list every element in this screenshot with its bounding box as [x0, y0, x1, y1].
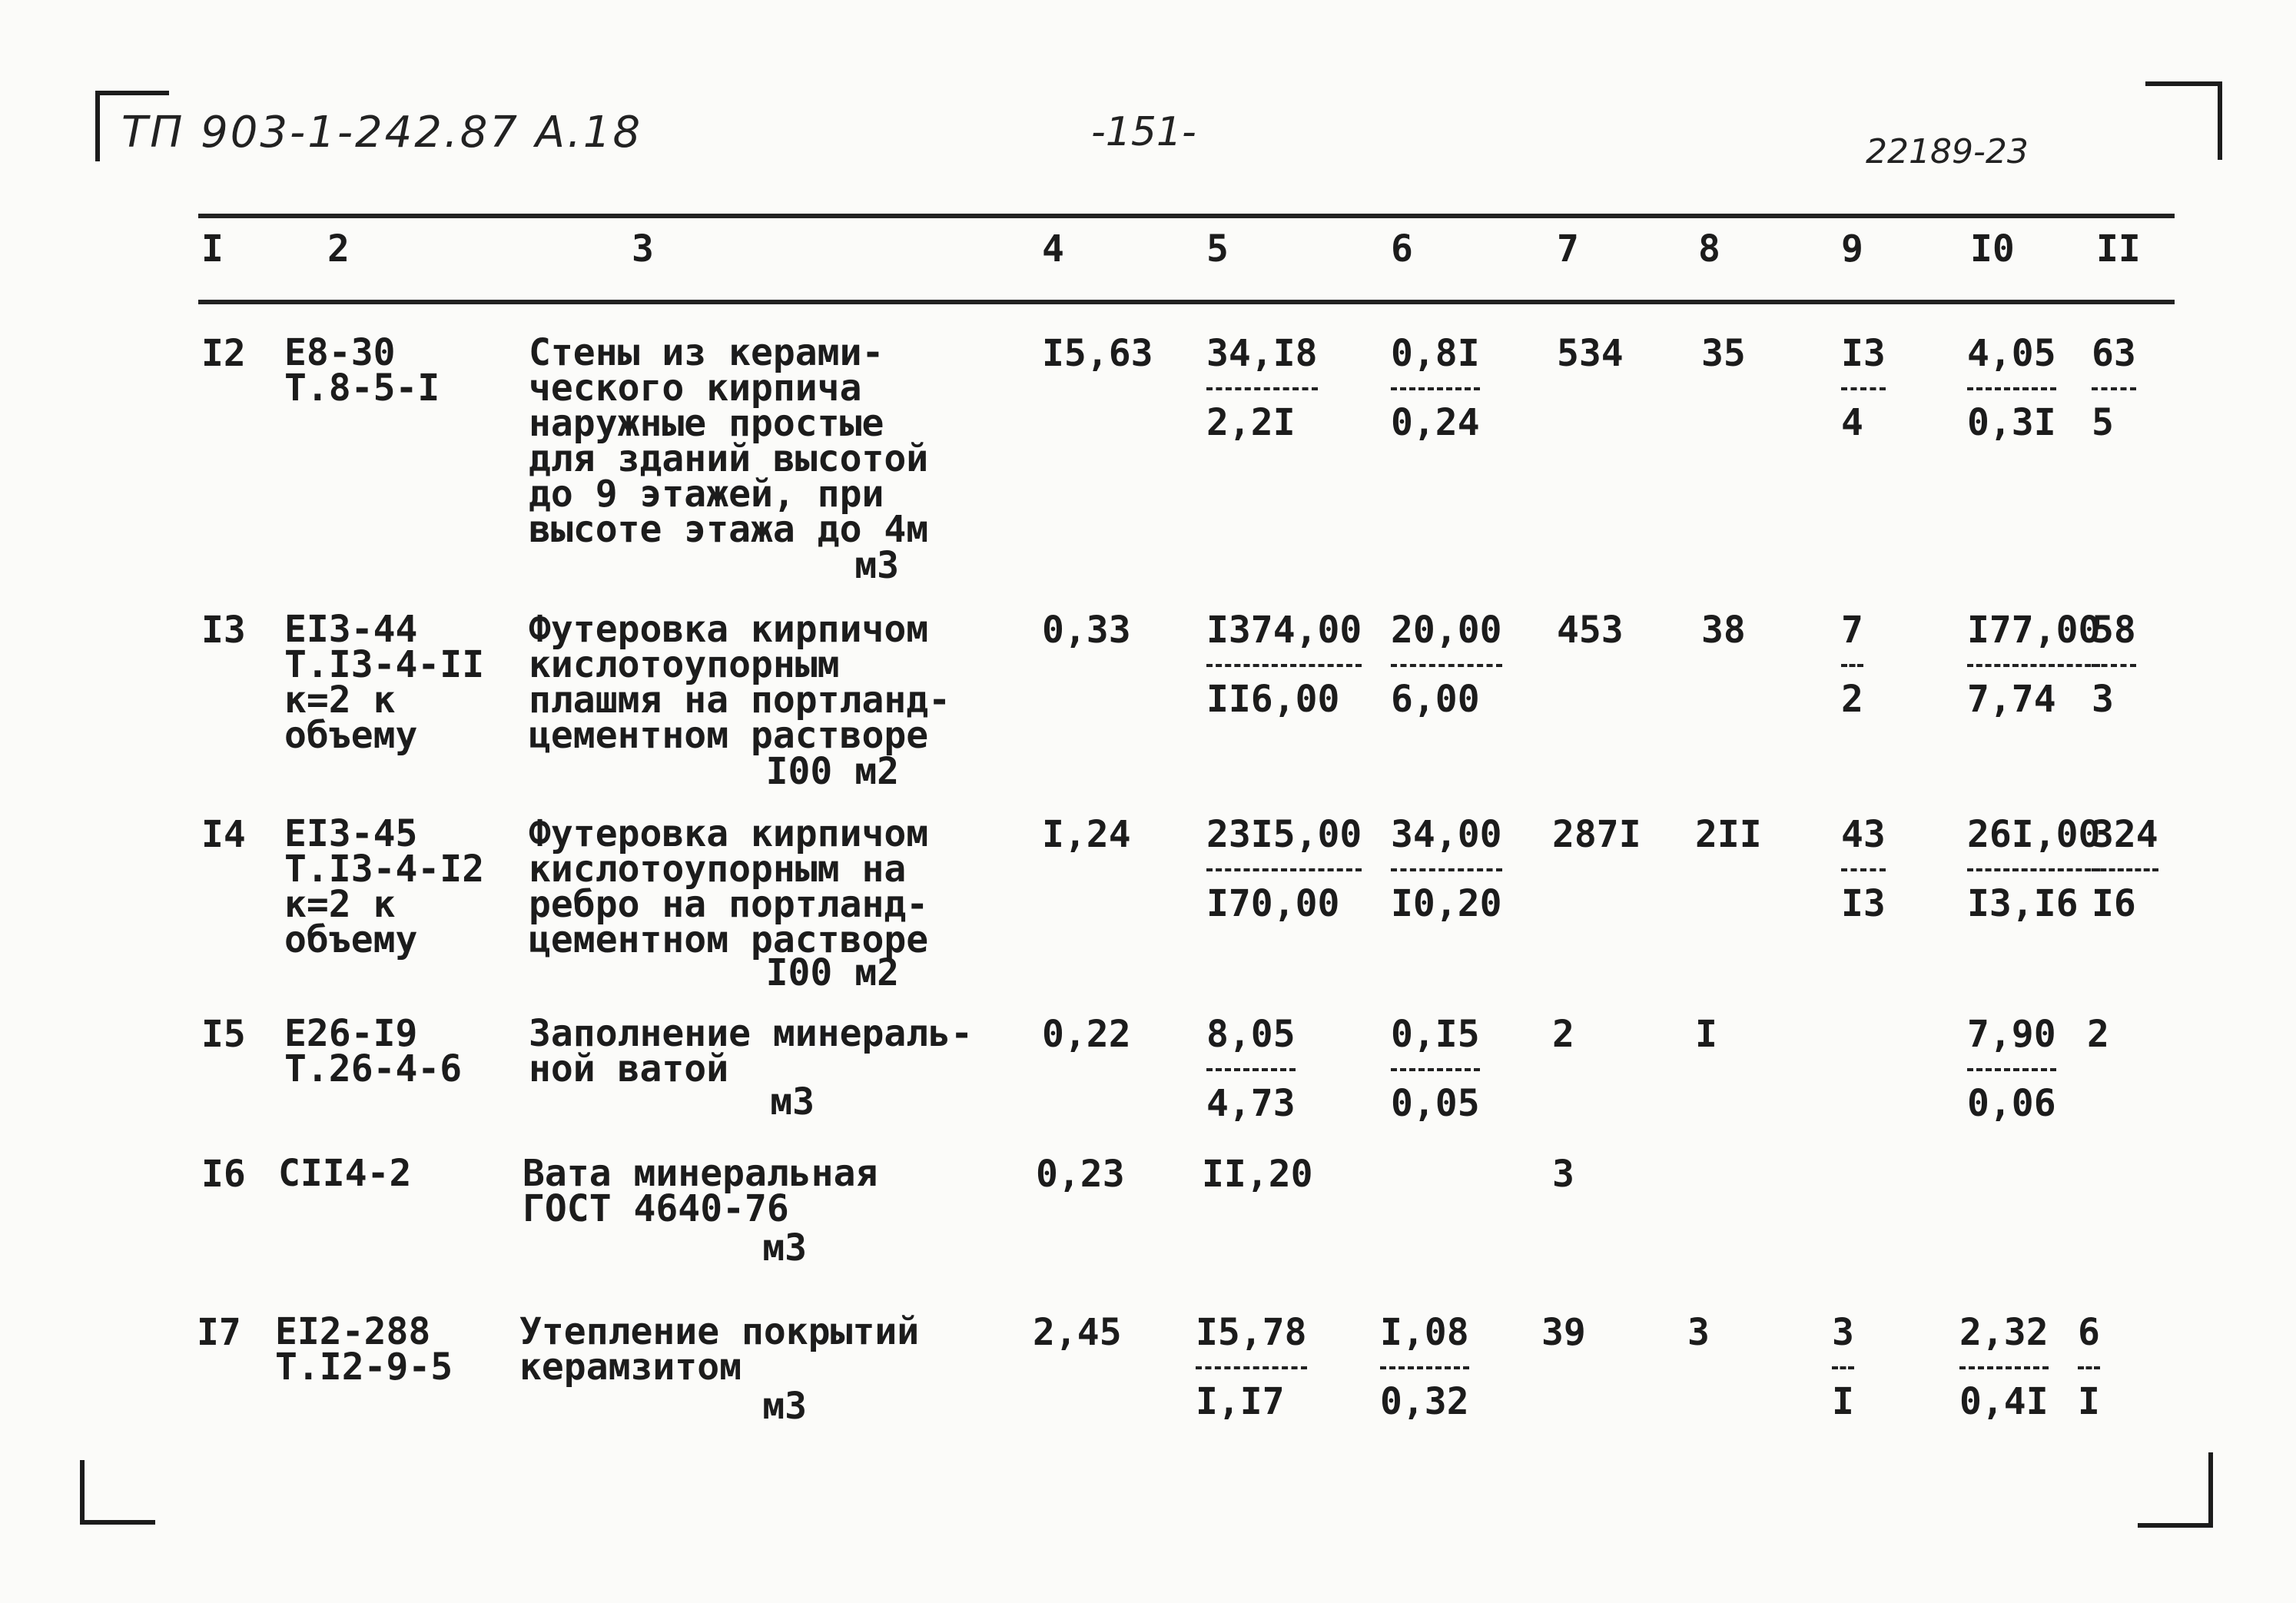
row-code: E8-30 Т.8-5-I	[284, 331, 440, 410]
fraction-top: I,08	[1380, 1311, 1469, 1354]
fraction-bottom: 4	[1841, 401, 1863, 444]
table-top-rule	[198, 214, 2175, 218]
fraction-bottom: I,I7	[1196, 1380, 1285, 1423]
fraction-bar	[1967, 868, 2100, 871]
column-header: 3	[632, 227, 654, 270]
row-col11-fraction	[2078, 1311, 2100, 1423]
fraction-bar	[1967, 1068, 2056, 1071]
row-col6-fraction	[1380, 1311, 1469, 1423]
row-col11-fraction	[2092, 813, 2158, 925]
fraction-bar	[1959, 1366, 2049, 1369]
row-col9-fraction	[1841, 332, 1886, 444]
fraction-top: 2,32	[1959, 1311, 2049, 1354]
fraction-bottom: 2,2I	[1206, 401, 1296, 444]
fraction-top: 26I,00	[1967, 813, 2101, 856]
row-description: Утепление покрытий керамзитом	[519, 1310, 920, 1389]
fraction-bar	[2092, 664, 2136, 667]
row-col5: II,20	[1202, 1153, 1313, 1196]
fraction-top: 8,05	[1206, 1013, 1296, 1056]
column-header: 8	[1698, 227, 1720, 270]
fraction-bottom: I3,I6	[1967, 882, 2079, 925]
fraction-bottom: 4,73	[1206, 1082, 1296, 1125]
fraction-bottom: I70,00	[1206, 882, 1340, 925]
row-unit: I00 м2	[765, 951, 899, 994]
row-col5-fraction	[1206, 609, 1362, 721]
fraction-top: 23I5,00	[1206, 813, 1362, 856]
frame-corner-top-right	[2145, 81, 2222, 160]
row-col7: 2	[1552, 1013, 1574, 1056]
row-col7: 3	[1552, 1153, 1574, 1196]
row-code: EI3-44 Т.I3-4-II к=2 к объему	[284, 608, 485, 757]
row-quantity: 2,45	[1033, 1311, 1122, 1354]
row-col5-fraction	[1206, 813, 1362, 925]
fraction-bar	[1391, 868, 1502, 871]
fraction-top: I77,00	[1967, 609, 2101, 652]
fraction-bottom: 0,3I	[1967, 401, 2056, 444]
row-description: Стены из керами- ческого кирпича наружные простые для зданий высотой до 9 этажей, при высоте этажа до 4м	[529, 331, 929, 551]
fraction-top: 34,00	[1391, 813, 1502, 856]
row-unit: I00 м2	[765, 750, 899, 793]
row-col6-fraction	[1391, 609, 1502, 721]
fraction-top: I374,00	[1206, 609, 1362, 652]
row-number: I6	[201, 1153, 246, 1196]
row-col7: 287I	[1552, 813, 1641, 856]
fraction-top: 20,00	[1391, 609, 1502, 652]
row-quantity: 0,22	[1042, 1013, 1131, 1056]
fraction-bottom: I	[2078, 1380, 2100, 1423]
fraction-top: 324	[2092, 813, 2158, 856]
fraction-bottom: 0,4I	[1959, 1380, 2049, 1423]
column-header: II	[2096, 227, 2141, 270]
row-col11-fraction	[2092, 609, 2136, 721]
fraction-bar	[1391, 1068, 1480, 1071]
fraction-bar	[2092, 387, 2136, 390]
row-col7: 39	[1541, 1311, 1586, 1354]
row-col8: 38	[1701, 609, 1746, 652]
fraction-top: 3	[1832, 1311, 1854, 1354]
fraction-top: 63	[2092, 332, 2136, 375]
row-number: I7	[197, 1311, 241, 1354]
row-col8: 3	[1687, 1311, 1710, 1354]
row-code: E26-I9 Т.26-4-6	[284, 1012, 463, 1090]
column-header: 5	[1206, 227, 1229, 270]
row-col11: 2	[2087, 1013, 2109, 1056]
table-header-rule	[198, 300, 2175, 304]
row-number: I4	[201, 813, 246, 856]
fraction-bar	[1841, 664, 1863, 667]
fraction-bar	[1206, 868, 1362, 871]
fraction-top: 7,90	[1967, 1013, 2056, 1056]
row-number: I3	[201, 609, 246, 652]
fraction-bottom: 6,00	[1391, 678, 1480, 721]
fraction-bottom: II6,00	[1206, 678, 1340, 721]
fraction-bar	[1391, 387, 1480, 390]
row-col10-fraction	[1967, 813, 2101, 925]
row-description: Футеровка кирпичом кислотоупорным на ребро на портланд- цементном растворе	[529, 812, 929, 961]
fraction-bar	[1206, 664, 1362, 667]
fraction-bar	[2092, 868, 2158, 871]
fraction-bottom: 3	[2092, 678, 2114, 721]
row-col9-fraction	[1841, 813, 1886, 925]
fraction-top: 0,I5	[1391, 1013, 1480, 1056]
fraction-bottom: 5	[2092, 401, 2114, 444]
row-description: Футеровка кирпичом кислотоупорным плашмя на портланд- цементном растворе	[529, 608, 951, 757]
column-header: 9	[1841, 227, 1863, 270]
row-unit: м3	[762, 1226, 807, 1269]
fraction-bar	[1967, 664, 2100, 667]
row-col10-fraction	[1967, 332, 2056, 444]
column-header: I	[201, 227, 224, 270]
frame-corner-bottom-left	[80, 1460, 155, 1525]
column-header: 6	[1391, 227, 1413, 270]
row-number: I2	[201, 332, 246, 375]
fraction-bar	[1196, 1366, 1307, 1369]
row-code: EI3-45 Т.I3-4-I2 к=2 к объему	[284, 812, 485, 961]
row-col8: 35	[1701, 332, 1746, 375]
fraction-top: I5,78	[1196, 1311, 1307, 1354]
row-col6-fraction	[1391, 813, 1502, 925]
row-unit: м3	[770, 1080, 815, 1123]
row-col8: 2II	[1695, 813, 1762, 856]
fraction-bar	[1206, 1068, 1296, 1071]
fraction-bottom: I6	[2092, 882, 2136, 925]
page-number: -151-	[1091, 109, 1196, 155]
row-description: Вата минеральная ГОСТ 4640-76	[523, 1152, 878, 1230]
row-col10-fraction	[1967, 1013, 2056, 1125]
fraction-bottom: 0,24	[1391, 401, 1480, 444]
column-header: 7	[1557, 227, 1579, 270]
fraction-bar	[1206, 387, 1318, 390]
row-col10-fraction	[1959, 1311, 2049, 1423]
row-col8: I	[1695, 1013, 1717, 1056]
row-col11-fraction	[2092, 332, 2136, 444]
fraction-bottom: I0,20	[1391, 882, 1502, 925]
fraction-bar	[1841, 868, 1886, 871]
row-unit: м3	[854, 544, 899, 587]
fraction-bottom: I	[1832, 1380, 1854, 1423]
row-description: Заполнение минераль- ной ватой	[529, 1012, 973, 1090]
row-col9-fraction	[1841, 609, 1863, 721]
fraction-top: 0,8I	[1391, 332, 1480, 375]
fraction-bottom: 0,06	[1967, 1082, 2056, 1125]
fraction-bar	[1391, 664, 1502, 667]
frame-corner-bottom-right	[2138, 1452, 2213, 1528]
column-header: 4	[1042, 227, 1064, 270]
fraction-top: 7	[1841, 609, 1863, 652]
row-col5-fraction	[1206, 1013, 1296, 1125]
fraction-top: I3	[1841, 332, 1886, 375]
row-quantity: 0,23	[1036, 1153, 1125, 1196]
fraction-bar	[2078, 1366, 2100, 1369]
fraction-bottom: 2	[1841, 678, 1863, 721]
fraction-bottom: 0,05	[1391, 1082, 1480, 1125]
row-unit: м3	[762, 1385, 807, 1428]
fraction-top: 43	[1841, 813, 1886, 856]
row-col5-fraction	[1196, 1311, 1307, 1423]
column-header: I0	[1970, 227, 2015, 270]
row-col7: 534	[1557, 332, 1624, 375]
fraction-top: 4,05	[1967, 332, 2056, 375]
fraction-bar	[1380, 1366, 1469, 1369]
fraction-bottom: 0,32	[1380, 1380, 1469, 1423]
fraction-top: 6	[2078, 1311, 2100, 1354]
row-code: СII4-2	[278, 1152, 412, 1195]
row-quantity: I,24	[1042, 813, 1131, 856]
fraction-bar	[1832, 1366, 1854, 1369]
row-quantity: 0,33	[1042, 609, 1131, 652]
row-quantity: I5,63	[1042, 332, 1153, 375]
row-col9-fraction	[1832, 1311, 1854, 1423]
fraction-bar	[1841, 387, 1886, 390]
document-code: ТП 903-1-242.87 А.18	[121, 108, 643, 158]
fraction-bottom: 7,74	[1967, 678, 2056, 721]
fraction-top: 34,I8	[1206, 332, 1318, 375]
row-col7: 453	[1557, 609, 1624, 652]
row-number: I5	[201, 1013, 246, 1056]
fraction-top: 58	[2092, 609, 2136, 652]
row-col6-fraction	[1391, 1013, 1480, 1125]
row-col5-fraction	[1206, 332, 1318, 444]
row-col10-fraction	[1967, 609, 2101, 721]
archive-number: 22189-23	[1866, 132, 2029, 171]
row-code: EI2-288 Т.I2-9-5	[275, 1310, 453, 1389]
fraction-bar	[1967, 387, 2056, 390]
row-col6-fraction	[1391, 332, 1480, 444]
column-header: 2	[327, 227, 350, 270]
fraction-bottom: I3	[1841, 882, 1886, 925]
